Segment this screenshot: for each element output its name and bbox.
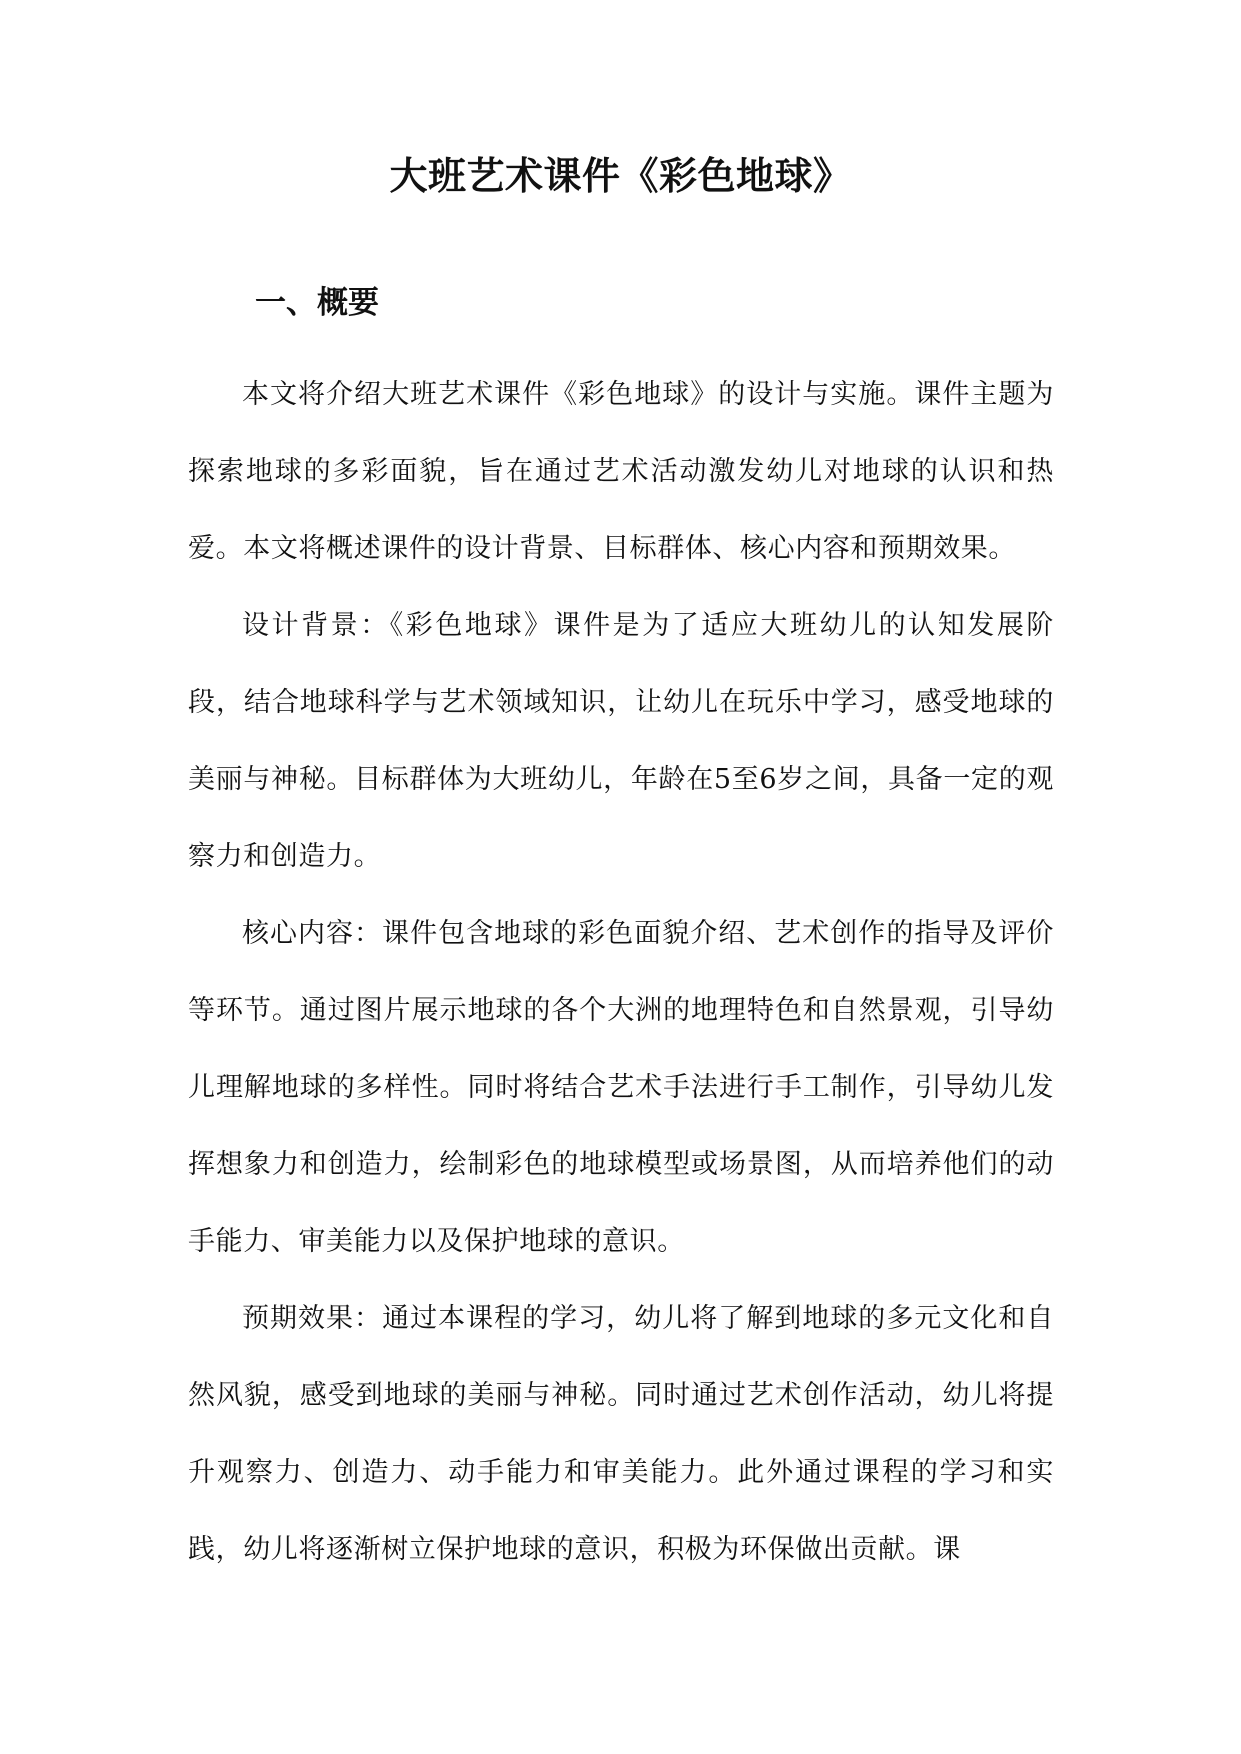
document-title: 大班艺术课件《彩色地球》	[389, 154, 852, 198]
paragraph-expected-effect: 预期效果：通过本课程的学习，幼儿将了解到地球的多元文化和自然风貌，感受到地球的美丽与神秘。同时通过艺术创作活动，幼儿将提升观察力、创造力、动手能力和审美能力。此外通过课程的学习和实践，幼儿将逐渐树立保护地球的意识，积极为环保做出贡献。课	[188, 1303, 1054, 1565]
paragraph-core-content: 核心内容：课件包含地球的彩色面貌介绍、艺术创作的指导及评价等环节。通过图片展示地球的各个大洲的地理特色和自然景观，引导幼儿理解地球的多样性。同时将结合艺术手法进行手工制作，引导幼儿发挥想象力和创造力，绘制彩色的地球模型或场景图，从而培养他们的动手能力、审美能力以及保护地球的意识。	[188, 918, 1054, 1257]
section-heading: 一、概要	[255, 285, 379, 321]
paragraph-overview: 本文将介绍大班艺术课件《彩色地球》的设计与实施。课件主题为探索地球的多彩面貌，旨在通过艺术活动激发幼儿对地球的认识和热爱。本文将概述课件的设计背景、目标群体、核心内容和预期效果。	[188, 379, 1054, 564]
document-body	[188, 356, 1054, 1588]
paragraph-design-background: 设计背景：《彩色地球》课件是为了适应大班幼儿的认知发展阶段，结合地球科学与艺术领域知识，让幼儿在玩乐中学习，感受地球的美丽与神秘。目标群体为大班幼儿，年龄在5至6岁之间，具备一定的观察力和创造力。	[188, 610, 1054, 872]
